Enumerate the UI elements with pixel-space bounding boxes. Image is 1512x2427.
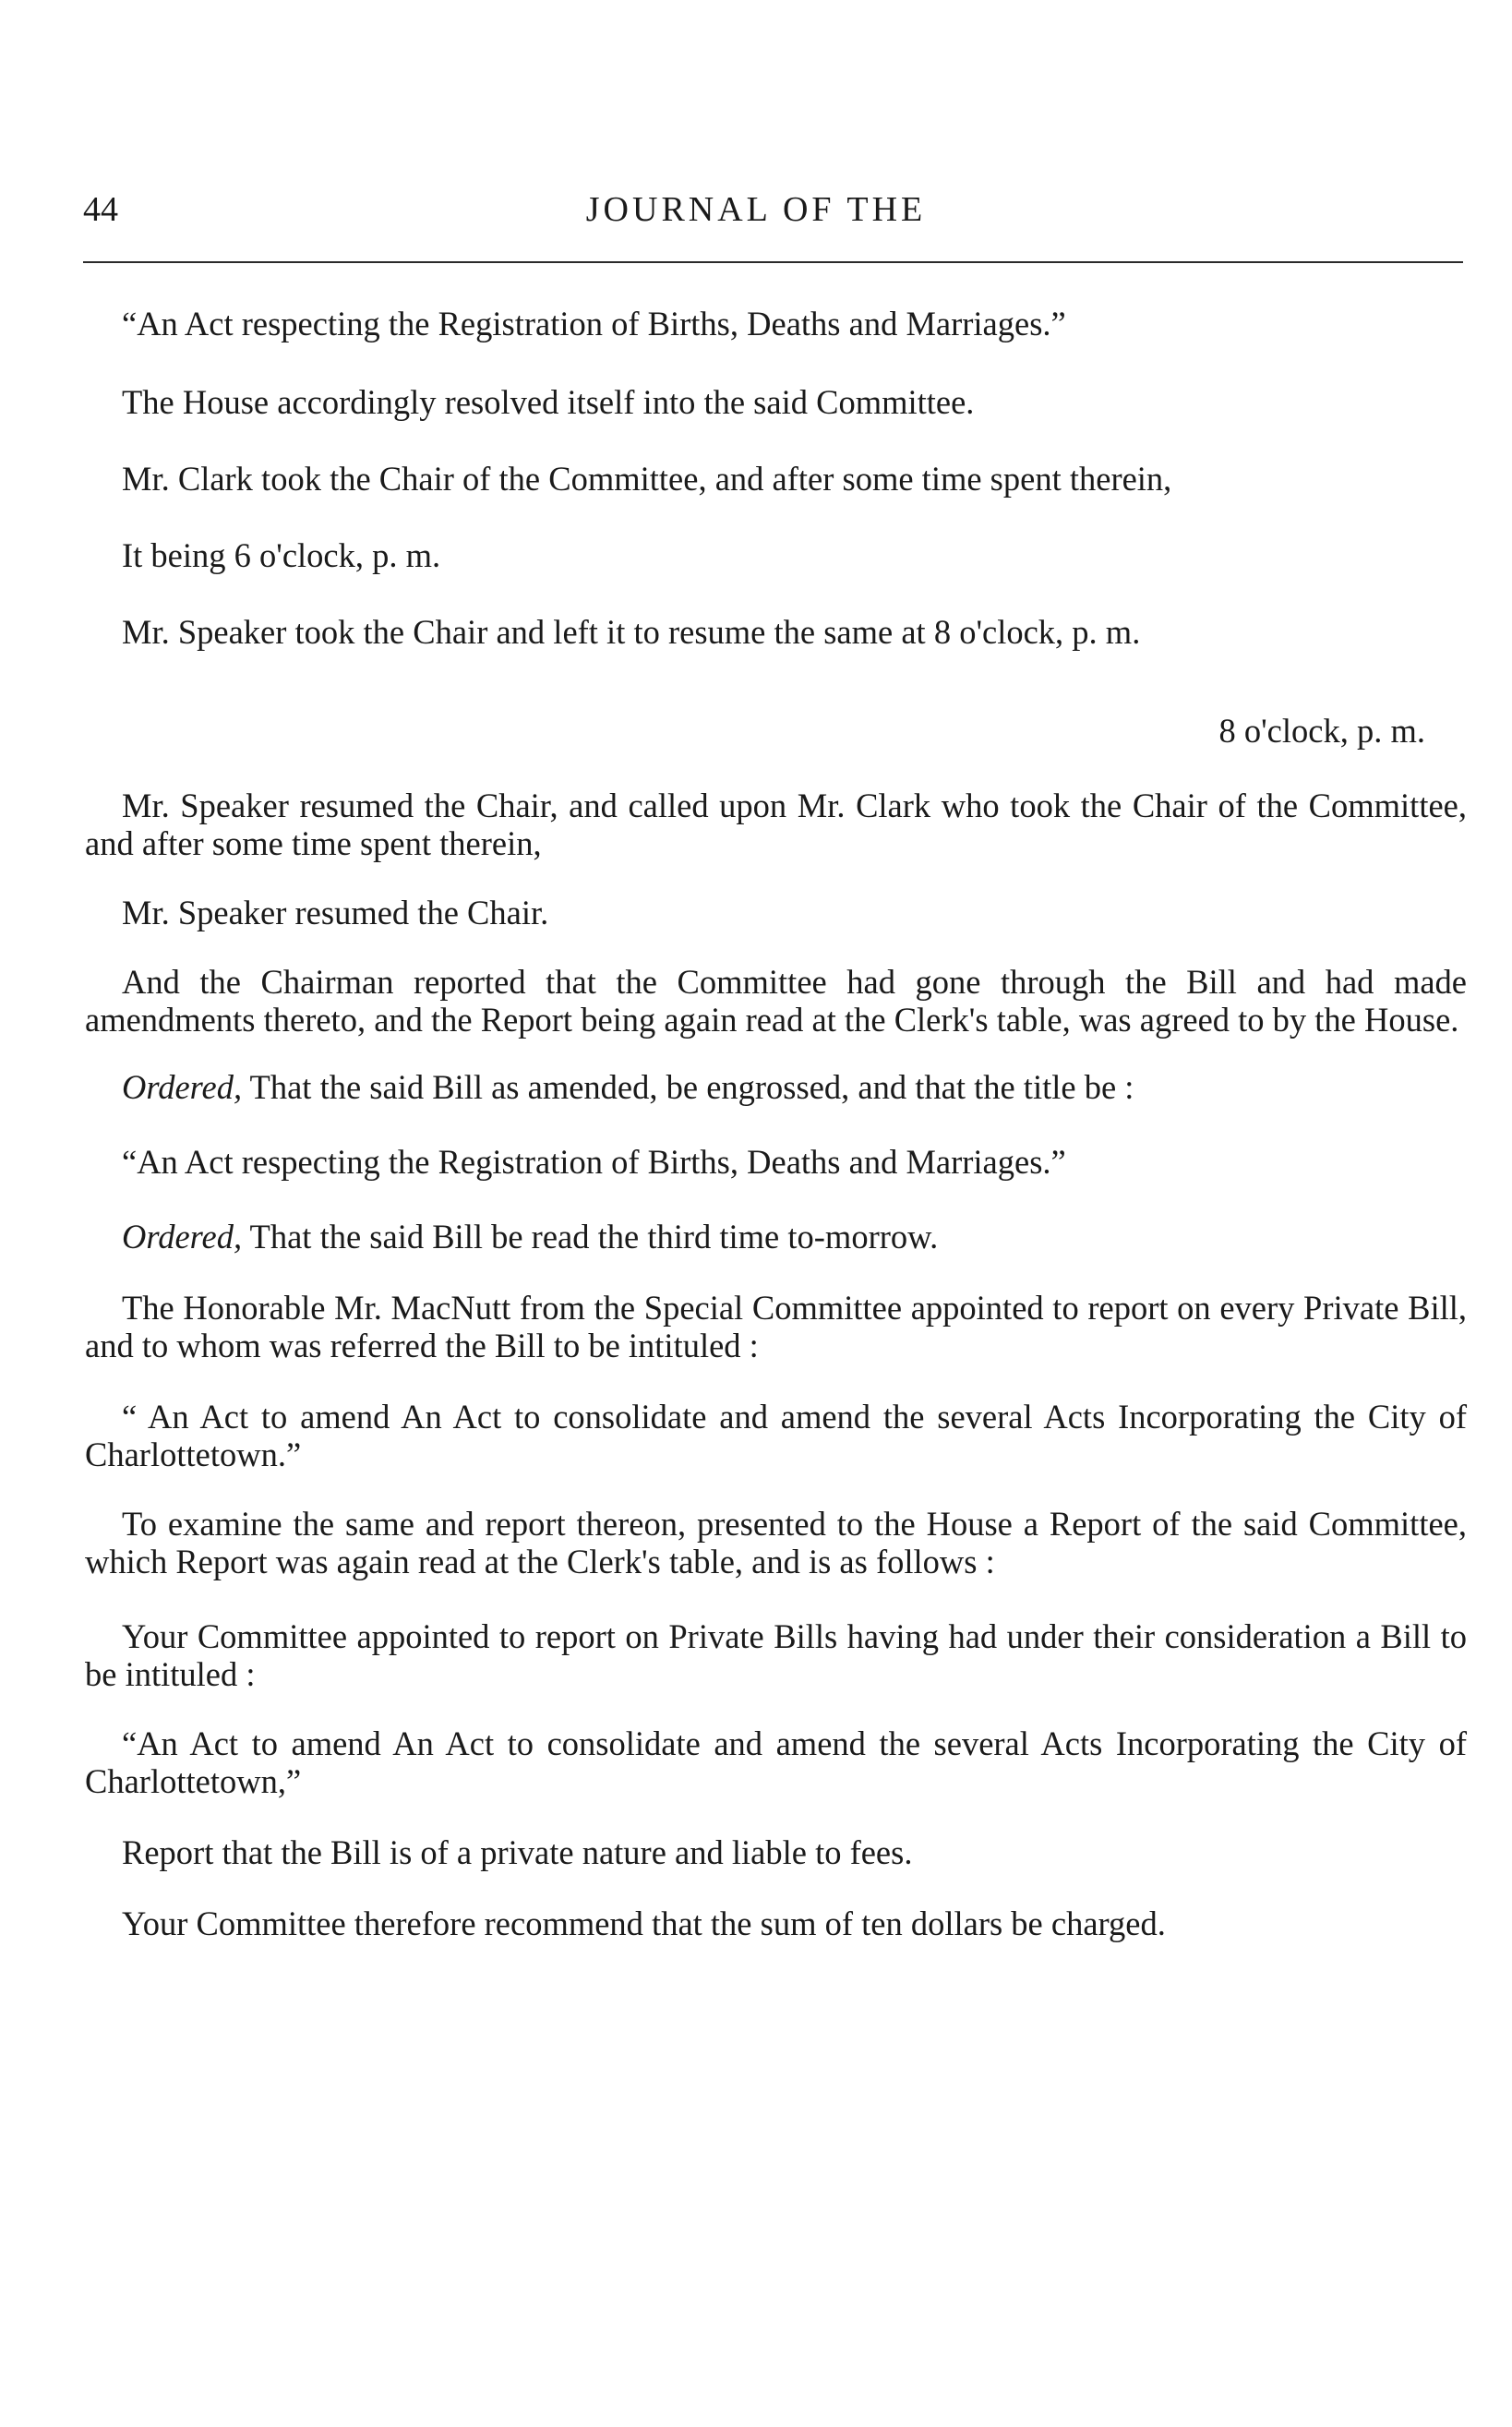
journal-body xyxy=(85,305,1467,1942)
ordered-text: That the said Bill as amended, be engrossed, and that the title be : xyxy=(242,1068,1134,1106)
paragraph-eight-oclock: 8 o'clock, p. m. xyxy=(1218,712,1425,750)
paragraph-examine-report: To examine the same and report thereon, presented to the House a Report of the said Committee, which Report was again read at the Clerk's table, and is as follows : xyxy=(85,1505,1467,1580)
paragraph-speaker-resumed-clark: Mr. Speaker resumed the Chair, and called upon Mr. Clark who took the Chair of the Committee, and after some time spent therein, xyxy=(85,787,1467,862)
paragraph-six-oclock: It being 6 o'clock, p. m. xyxy=(122,536,441,574)
paragraph-house-resolved: The House accordingly resolved itself into the said Committee. xyxy=(122,383,975,421)
paragraph-speaker-resumed: Mr. Speaker resumed the Chair. xyxy=(122,894,549,931)
page-number: 44 xyxy=(83,190,118,229)
paragraph-chairman-reported: And the Chairman reported that the Committee had gone through the Bill and had made amendments thereto, and the Report being again read at the Clerk's table, was agreed to by the House. xyxy=(85,963,1467,1039)
header-rule xyxy=(83,261,1463,263)
paragraph-act-title: “An Act respecting the Registration of Births, Deaths and Marriages.” xyxy=(122,305,1066,342)
paragraph-ordered-third-reading xyxy=(85,1218,1467,1256)
paragraph-charlottetown-act-repeat: “An Act to amend An Act to consolidate and amend the several Acts Incorporating the City of Charlottetown,” xyxy=(85,1724,1467,1800)
paragraph-macnutt-committee: The Honorable Mr. MacNutt from the Special Committee appointed to report on every Private Bill, and to whom was referred the Bill to be intituled : xyxy=(85,1289,1467,1364)
ordered-label: Ordered, xyxy=(122,1068,243,1106)
paragraph-private-nature: Report that the Bill is of a private nature and liable to fees. xyxy=(122,1833,913,1871)
paragraph-clark-chair: Mr. Clark took the Chair of the Committee, and after some time spent therein, xyxy=(122,460,1172,498)
paragraph-charlottetown-act: “ An Act to amend An Act to consolidate and amend the several Acts Incorporating the City of Charlottetown.” xyxy=(85,1398,1467,1473)
ordered-text: That the said Bill be read the third time to-morrow. xyxy=(242,1218,939,1256)
ordered-label: Ordered, xyxy=(122,1218,243,1256)
paragraph-fee-recommendation: Your Committee therefore recommend that the sum of ten dollars be charged. xyxy=(122,1904,1166,1942)
paragraph-committee-consideration: Your Committee appointed to report on Private Bills having had under their consideration a Bill to be intituled : xyxy=(85,1617,1467,1693)
paragraph-act-title-repeat: “An Act respecting the Registration of Births, Deaths and Marriages.” xyxy=(122,1143,1066,1181)
paragraph-speaker-left: Mr. Speaker took the Chair and left it to resume the same at 8 o'clock, p. m. xyxy=(122,613,1141,651)
running-head: JOURNAL OF THE xyxy=(585,190,927,229)
paragraph-ordered-engrossed xyxy=(85,1068,1467,1106)
